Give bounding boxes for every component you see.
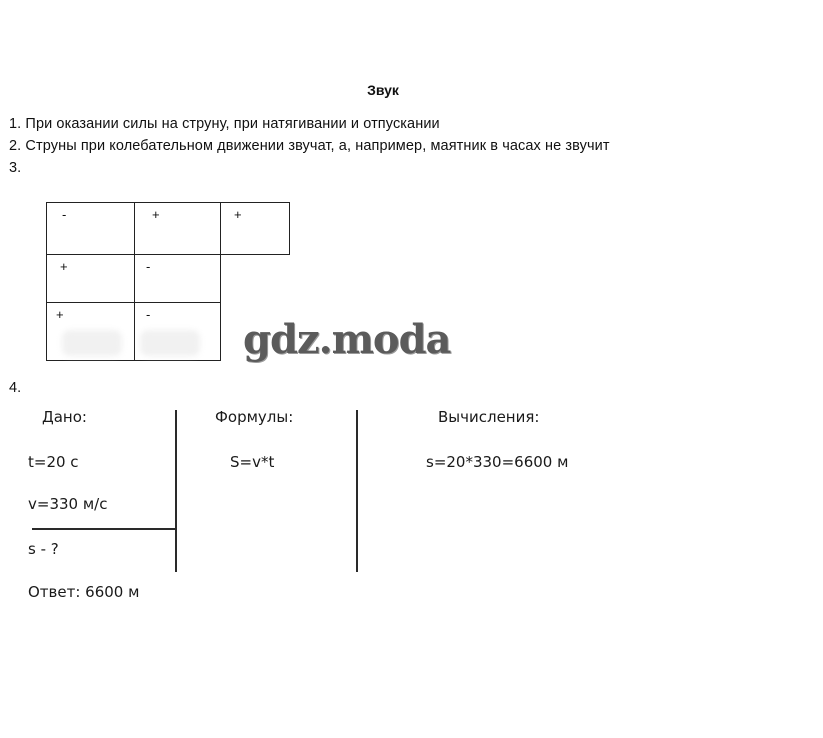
table-border-row1 (46, 254, 290, 255)
table-border-col2 (220, 202, 221, 361)
given-find-separator (32, 528, 175, 530)
table-cell: - (62, 207, 67, 222)
given-speed: v=330 м/с (28, 495, 108, 513)
table-cell: - (146, 307, 151, 322)
table-cell: + (60, 259, 68, 274)
table-border-top (46, 202, 290, 203)
final-answer: Ответ: 6600 м (28, 583, 140, 601)
table-cell: + (234, 207, 242, 222)
table-border-col1 (134, 202, 135, 361)
find-distance: s - ? (28, 540, 59, 558)
watermark-smudge (62, 330, 122, 356)
given-header: Дано: (42, 408, 87, 426)
table-cell: + (56, 307, 64, 322)
table-border-right (289, 202, 290, 255)
divider-given-formulas (175, 410, 177, 572)
answer-4-label: 4. (9, 380, 22, 396)
page-title: Звук (367, 82, 399, 98)
divider-formulas-calc (356, 410, 358, 572)
table-border-left (46, 202, 47, 361)
formula: S=v*t (230, 453, 275, 471)
answer-1: 1. При оказании силы на струну, при натягивании и отпускании (9, 116, 440, 132)
calculation: s=20*330=6600 м (426, 453, 569, 471)
table-cell: + (152, 207, 160, 222)
answer-2: 2. Струны при колебательном движении звучат, а, например, маятник в часах не звучит (9, 138, 610, 154)
calculations-header: Вычисления: (438, 408, 540, 426)
given-time: t=20 с (28, 453, 79, 471)
table-cell: - (146, 259, 151, 274)
watermark-smudge (140, 330, 200, 356)
answer-3-label: 3. (9, 160, 22, 176)
watermark-logo: gdz.moda (243, 316, 451, 363)
formulas-header: Формулы: (215, 408, 294, 426)
